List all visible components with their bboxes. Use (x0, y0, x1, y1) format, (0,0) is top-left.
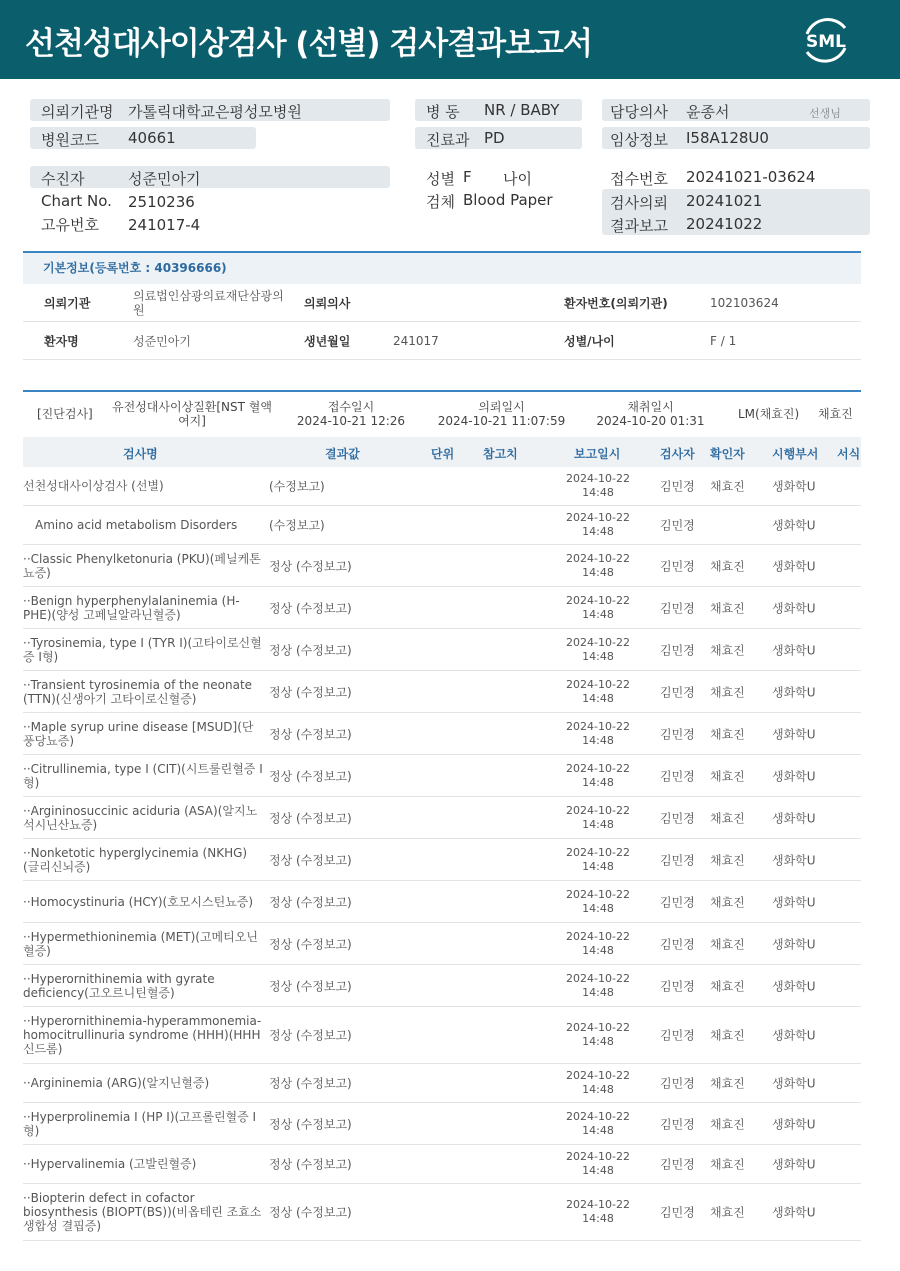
report-time: 14:48 (582, 1212, 614, 1225)
sexage-label: 성별/나이 (564, 334, 615, 348)
clinical-value: I58A128U0 (686, 129, 769, 147)
tester-cell: 김민경 (660, 1076, 695, 1091)
dept-label: 진료과 (426, 131, 470, 149)
sex-value: F (463, 168, 472, 186)
report-time: 14:48 (582, 1164, 614, 1177)
results-table (23, 390, 861, 1241)
test-name-cell: ··Hypermethioninemia (MET)(고메티오닌혈증) (23, 929, 258, 958)
tester-cell: 김민경 (660, 1028, 695, 1043)
report-date-cell (563, 594, 633, 622)
tester-cell: 김민경 (660, 643, 695, 657)
confirmer-cell: 채효진 (710, 1205, 745, 1220)
test-name-cell: ··Transient tyrosinemia of the neonate (TTN)(신생아기 고타이로신혈증) (23, 677, 253, 706)
report-date: 2024-10-22 (566, 593, 630, 607)
test-category: [진단검사] (37, 407, 93, 421)
result-cell: 정상 (수정보고) (269, 937, 352, 951)
dept-cell: 생화학U (772, 1157, 816, 1172)
table-row (23, 1064, 861, 1103)
dob-label: 생년월일 (304, 334, 351, 348)
result-cell: 정상 (수정보고) (269, 1028, 352, 1043)
table-row (23, 506, 861, 545)
test-name-cell: ··Argininemia (ARG)(알지닌혈증) (23, 1076, 210, 1090)
ward-value: NR / BABY (484, 101, 560, 119)
tester-cell: 김민경 (660, 769, 695, 783)
requested-block (434, 400, 569, 428)
tester-cell: 김민경 (660, 518, 695, 533)
col-name: 검사명 (123, 447, 158, 461)
report-time: 14:48 (582, 1035, 614, 1048)
sex-label: 성별 (426, 170, 455, 188)
specimen-value: Blood Paper (463, 191, 553, 209)
col-dept: 시행부서 (772, 447, 819, 461)
confirmer-cell: 채효진 (710, 853, 745, 867)
test-name-cell: ··Homocystinuria (HCY)(호모시스틴뇨증) (23, 894, 254, 909)
result-cell: 정상 (수정보고) (269, 811, 352, 825)
requester-value: 가톨릭대학교은평성모병원 (128, 103, 302, 121)
dept-cell: 생화학U (772, 479, 816, 494)
collector-name: 채효진 (818, 407, 853, 421)
tester-cell: 김민경 (660, 727, 695, 741)
tester-cell: 김민경 (660, 479, 695, 494)
report-date-cell (563, 720, 633, 748)
confirmer-cell: 채효진 (710, 811, 745, 825)
result-cell: 정상 (수정보고) (269, 769, 352, 783)
test-name-cell: 선천성대사이상검사 (선별) (23, 479, 164, 493)
result-cell: 정상 (수정보고) (269, 895, 352, 909)
confirmer-cell: 채효진 (710, 937, 745, 951)
collector-code: LM(채효진) (738, 407, 800, 421)
uid-value: 241017-4 (128, 216, 201, 234)
dept-cell: 생화학U (772, 937, 816, 951)
report-time: 14:48 (582, 691, 614, 705)
col-ref: 참고치 (483, 447, 518, 461)
table-row (23, 1007, 861, 1064)
result-cell: 정상 (수정보고) (269, 685, 352, 699)
tester-cell: 김민경 (660, 853, 695, 867)
table-row (23, 671, 861, 713)
report-date-cell (563, 972, 633, 1000)
doctor-value: 윤종서 (686, 103, 730, 121)
test-name-cell: ··Biopterin defect in cofactor biosynthesis (BIOPT(BS))(비옵테린 조효소 생합성 결핍증) (23, 1191, 262, 1233)
table-row (23, 965, 861, 1007)
report-date-cell (563, 888, 633, 916)
report-time: 14:48 (582, 525, 614, 538)
requested-label: 의뢰일시 (478, 400, 525, 414)
req-date-label: 검사의뢰 (610, 194, 668, 212)
table-row (23, 713, 861, 755)
report-date-value: 20241022 (686, 215, 763, 233)
confirmer-cell: 채효진 (710, 769, 745, 783)
name-value: 성준민아기 (133, 334, 191, 348)
sexage-value: F / 1 (710, 333, 737, 348)
sml-logo-icon (797, 12, 855, 68)
result-cell: 정상 (수정보고) (269, 979, 352, 993)
report-time: 14:48 (582, 1123, 614, 1137)
dept-cell: 생화학U (772, 1028, 816, 1043)
basic-info-row (23, 322, 861, 360)
hospcode-label: 병원코드 (41, 131, 99, 149)
basic-info-header: 기본정보(등록번호 : 40396666) (23, 253, 861, 284)
dept-cell: 생화학U (772, 685, 816, 699)
report-date-cell (563, 762, 633, 790)
dept-cell: 생화학U (772, 643, 816, 657)
report-time: 14:48 (582, 565, 614, 579)
collected-label: 채취일시 (627, 400, 674, 414)
dept-cell: 생화학U (772, 769, 816, 783)
test-name-cell: ··Citrullinemia, type I (CIT)(시트룰린혈증 I형) (23, 761, 263, 790)
received-block (291, 400, 411, 428)
confirmer-cell: 채효진 (710, 727, 745, 741)
report-title: 선천성대사이상검사 (선별) 검사결과보고서 (25, 26, 592, 62)
report-time: 14:48 (582, 486, 614, 499)
test-name-cell: ··Hyperornithinemia with gyrate deficiency(고오르니틴혈증) (23, 971, 215, 1000)
report-date: 2024-10-22 (566, 761, 630, 775)
table-row (23, 1184, 861, 1241)
pid-value: 102103624 (710, 295, 779, 310)
hospcode-value: 40661 (128, 129, 176, 147)
confirmer-cell: 채효진 (710, 1117, 745, 1131)
uid-label: 고유번호 (41, 216, 99, 234)
confirmer-cell: 채효진 (710, 1157, 745, 1172)
basic-info-table (23, 251, 861, 359)
report-time: 14:48 (582, 985, 614, 999)
dept-cell: 생화학U (772, 853, 816, 867)
col-unit: 단위 (431, 447, 455, 461)
report-date-cell (563, 511, 633, 539)
tester-cell: 김민경 (660, 895, 695, 909)
report-date: 2024-10-22 (566, 551, 630, 565)
dept-cell: 생화학U (772, 1117, 816, 1131)
test-info-row (23, 392, 861, 437)
col-confirmer: 확인자 (710, 447, 745, 461)
report-date: 2024-10-22 (566, 803, 630, 817)
collected-value: 2024-10-20 01:31 (596, 414, 705, 428)
dob-value: 241017 (393, 333, 439, 348)
tester-cell: 김민경 (660, 1205, 695, 1220)
requested-value: 2024-10-21 11:07:59 (437, 414, 566, 428)
confirmer-cell: 채효진 (710, 979, 745, 993)
report-date-cell (563, 472, 633, 500)
test-name-cell: ··Tyrosinemia, type I (TYR I)(고타이로신혈증 I형) (23, 635, 262, 664)
received-value: 2024-10-21 12:26 (296, 414, 406, 428)
dept-cell: 생화학U (772, 518, 816, 533)
test-name-cell: ··Hyperornithinemia-hyperammonemia-homocitrullinuria syndrome (HHH)(HHH신드롬) (23, 1014, 262, 1056)
confirmer-cell: 채효진 (710, 1028, 745, 1043)
tester-cell: 김민경 (660, 937, 695, 951)
dept-cell: 생화학U (772, 1076, 816, 1091)
test-name-cell: Amino acid metabolism Disorders (35, 518, 238, 532)
test-name-cell: ··Hyperprolinemia I (HP I)(고프롤린혈증 I형) (23, 1109, 257, 1138)
collected-block (593, 400, 708, 428)
result-cell: 정상 (수정보고) (269, 559, 352, 573)
table-row (23, 1103, 861, 1145)
result-cell: 정상 (수정보고) (269, 1157, 352, 1172)
pid-label: 환자번호(의뢰기관) (564, 296, 668, 310)
confirmer-cell: 채효진 (710, 1076, 745, 1091)
confirmer-cell: 채효진 (710, 643, 745, 657)
tester-cell: 김민경 (660, 601, 695, 615)
test-name-cell: ··Benign hyperphenylalaninemia (H-PHE)(양성 고페닐알라닌혈증) (23, 593, 240, 622)
report-date-cell (563, 636, 633, 664)
report-header (0, 0, 900, 79)
result-cell: 정상 (수정보고) (269, 1076, 352, 1091)
report-date-cell (563, 930, 633, 958)
tester-cell: 김민경 (660, 979, 695, 993)
test-name-cell: ··Maple syrup urine disease [MSUD](단풍당뇨증) (23, 719, 254, 748)
results-body (23, 467, 861, 1241)
tester-cell: 김민경 (660, 559, 695, 573)
tester-cell: 김민경 (660, 811, 695, 825)
table-row (23, 923, 861, 965)
confirmer-cell: 채효진 (710, 479, 745, 494)
report-date: 2024-10-22 (566, 887, 630, 901)
report-date-cell (563, 678, 633, 706)
org-value: 의료법인삼광의료재단삼광의원 (133, 288, 284, 317)
report-date: 2024-10-22 (566, 472, 630, 485)
report-date: 2024-10-22 (566, 719, 630, 733)
result-cell: 정상 (수정보고) (269, 853, 352, 867)
test-name: 유전성대사이상질환[NST 혈액여지] (112, 400, 272, 428)
report-date: 2024-10-22 (566, 1069, 630, 1082)
report-date: 2024-10-22 (566, 971, 630, 985)
report-date: 2024-10-22 (566, 1150, 630, 1163)
tester-cell: 김민경 (660, 685, 695, 699)
tester-cell: 김민경 (660, 1117, 695, 1131)
report-date-cell (563, 1198, 633, 1226)
tester-cell: 김민경 (660, 1157, 695, 1172)
physician-label: 의뢰의사 (304, 296, 351, 310)
test-name-cell: ··Hypervalinemia (고발린혈증) (23, 1157, 197, 1171)
report-time: 14:48 (582, 733, 614, 747)
report-date: 2024-10-22 (566, 929, 630, 943)
results-header (23, 437, 861, 467)
dept-cell: 생화학U (772, 601, 816, 615)
result-cell: 정상 (수정보고) (269, 643, 352, 657)
specimen-label: 검체 (426, 193, 455, 211)
report-time: 14:48 (582, 1083, 614, 1096)
dept-cell: 생화학U (772, 811, 816, 825)
col-form: 서식 (837, 447, 861, 461)
report-date-cell (563, 1069, 633, 1097)
req-date-value: 20241021 (686, 192, 763, 210)
table-row (23, 881, 861, 923)
logo-text: SML (806, 32, 846, 52)
report-date-cell (563, 1110, 633, 1138)
report-time: 14:48 (582, 649, 614, 663)
report-date-cell (563, 804, 633, 832)
received-label: 접수일시 (327, 400, 375, 414)
name-label: 환자명 (44, 334, 79, 348)
dept-cell: 생화학U (772, 979, 816, 993)
age-label: 나이 (503, 170, 532, 188)
report-date-cell (563, 552, 633, 580)
report-date: 2024-10-22 (566, 677, 630, 691)
patient-label: 수진자 (41, 170, 85, 188)
result-cell: 정상 (수정보고) (269, 727, 352, 741)
col-tester: 검사자 (660, 447, 695, 461)
result-cell: 정상 (수정보고) (269, 1205, 352, 1220)
report-time: 14:48 (582, 775, 614, 789)
report-date-cell (563, 1021, 633, 1049)
confirmer-cell: 채효진 (710, 895, 745, 909)
test-name-cell: ··Nonketotic hyperglycinemia (NKHG)(글리신뇌증) (23, 845, 248, 874)
report-time: 14:48 (582, 607, 614, 621)
report-date: 2024-10-22 (566, 1109, 630, 1123)
report-date: 2024-10-22 (566, 1198, 630, 1211)
ward-label: 병 동 (426, 103, 460, 121)
report-time: 14:48 (582, 859, 614, 873)
report-time: 14:48 (582, 943, 614, 957)
receipt-label: 접수번호 (610, 170, 668, 188)
col-result: 결과값 (325, 447, 360, 461)
chart-value: 2510236 (128, 193, 195, 211)
report-time: 14:48 (582, 817, 614, 831)
requester-label: 의뢰기관명 (41, 103, 114, 121)
doctor-suffix: 선생님 (809, 107, 841, 120)
receipt-value: 20241021-03624 (686, 168, 816, 186)
table-row (23, 629, 861, 671)
table-row (23, 797, 861, 839)
clinical-label: 임상정보 (610, 131, 668, 149)
doctor-label: 담당의사 (610, 103, 668, 121)
table-row (23, 545, 861, 587)
dept-value: PD (484, 129, 505, 147)
result-cell: (수정보고) (269, 479, 325, 494)
table-row (23, 587, 861, 629)
dept-cell: 생화학U (772, 1205, 816, 1220)
report-date-label: 결과보고 (610, 217, 668, 235)
table-row (23, 467, 861, 506)
dept-cell: 생화학U (772, 559, 816, 573)
result-cell: (수정보고) (269, 518, 325, 533)
chart-label: Chart No. (41, 192, 112, 210)
result-cell: 정상 (수정보고) (269, 1117, 352, 1131)
report-date-cell (563, 846, 633, 874)
table-row (23, 839, 861, 881)
org-label: 의뢰기관 (44, 296, 91, 310)
confirmer-cell: 채효진 (710, 559, 745, 573)
dept-cell: 생화학U (772, 895, 816, 909)
test-name-cell: ··Argininosuccinic aciduria (ASA)(알지노석시닌산뇨증) (23, 803, 258, 832)
report-time: 14:48 (582, 901, 614, 915)
report-date: 2024-10-22 (566, 635, 630, 649)
confirmer-cell: 채효진 (710, 601, 745, 615)
report-date: 2024-10-22 (566, 511, 630, 524)
result-cell: 정상 (수정보고) (269, 601, 352, 615)
dept-cell: 생화학U (772, 727, 816, 741)
table-row (23, 755, 861, 797)
confirmer-cell: 채효진 (710, 685, 745, 699)
report-date: 2024-10-22 (566, 1021, 630, 1034)
col-date: 보고일시 (574, 447, 621, 461)
table-row (23, 1145, 861, 1184)
report-date: 2024-10-22 (566, 845, 630, 859)
report-date-cell (563, 1150, 633, 1178)
basic-info-row (23, 284, 861, 322)
test-name-cell: ··Classic Phenylketonuria (PKU)(페닐케톤뇨증) (23, 551, 261, 580)
patient-value: 성준민아기 (128, 170, 201, 188)
